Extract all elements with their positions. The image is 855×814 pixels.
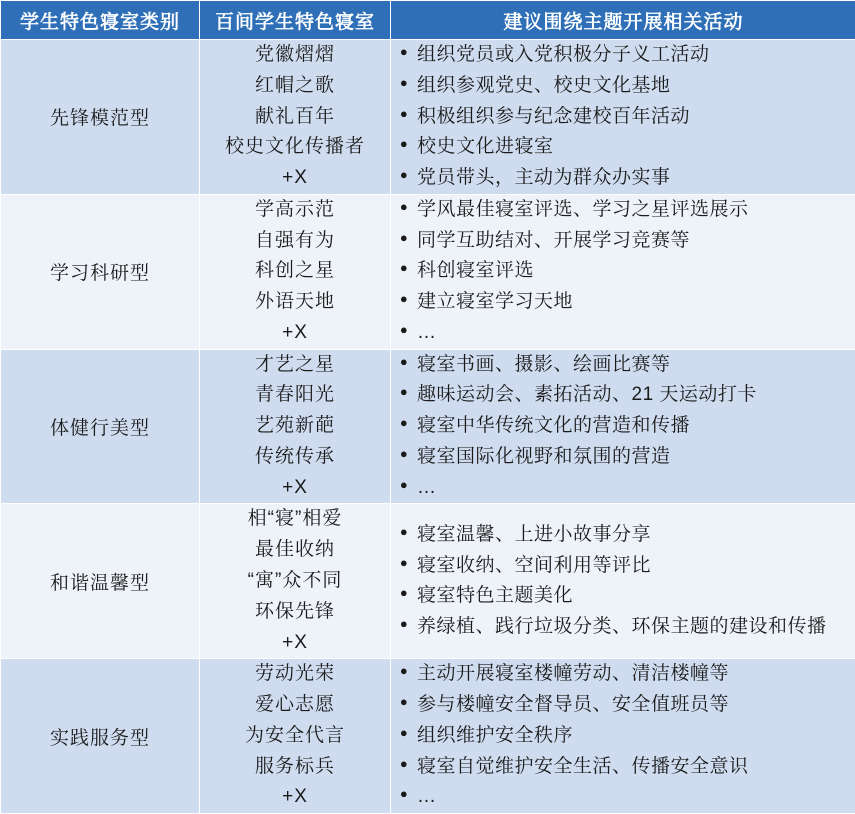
table-row <box>1 40 855 195</box>
activity-item <box>391 132 855 163</box>
bullet-icon: ● <box>391 102 417 124</box>
dorm-name: 科创之星 <box>200 256 390 287</box>
activity-text: 建立寝室学习天地 <box>417 287 855 318</box>
dorm-name: 外语天地 <box>200 287 390 318</box>
activity-text: 科创寝室评选 <box>417 256 855 287</box>
bullet-icon: ● <box>391 40 417 62</box>
activity-item <box>391 520 855 551</box>
bullet-icon: ● <box>391 721 417 743</box>
activity-item <box>391 256 855 287</box>
table-row <box>1 659 855 814</box>
column-header-category: 学生特色寝室类别 <box>1 1 200 40</box>
dorm-name: 才艺之星 <box>200 350 390 381</box>
activity-item <box>391 581 855 612</box>
activity-item <box>391 287 855 318</box>
cell-category: 学习科研型 <box>1 194 200 349</box>
dorm-name: 最佳收纳 <box>200 535 390 566</box>
dorm-name: +X <box>200 163 390 194</box>
activity-text: 寝室自觉维护安全生活、传播安全意识 <box>417 752 855 783</box>
dorm-name: 学高示范 <box>200 195 390 226</box>
bullet-icon: ● <box>391 442 417 464</box>
activity-item <box>391 782 855 813</box>
dorm-name: 传统传承 <box>200 442 390 473</box>
bullet-icon: ● <box>391 581 417 603</box>
activity-text: 寝室温馨、上进小故事分享 <box>417 520 855 551</box>
activity-text: 养绿植、践行垃圾分类、环保主题的建设和传播 <box>417 612 855 643</box>
table-row <box>1 349 855 504</box>
cell-activities <box>391 40 855 195</box>
activity-text: 寝室特色主题美化 <box>417 581 855 612</box>
activity-item <box>391 473 855 504</box>
column-header-dorm-names: 百间学生特色寝室 <box>200 1 391 40</box>
activity-item <box>391 71 855 102</box>
activity-item <box>391 442 855 473</box>
bullet-icon: ● <box>391 350 417 372</box>
cell-dorm-names <box>200 659 391 814</box>
bullet-icon: ● <box>391 690 417 712</box>
activity-item <box>391 40 855 71</box>
activity-text: 组织党员或入党积极分子义工活动 <box>417 40 855 71</box>
dorm-name: +X <box>200 782 390 813</box>
bullet-icon: ● <box>391 520 417 542</box>
activity-text: 党员带头，主动为群众办实事 <box>417 163 855 194</box>
cell-activities <box>391 504 855 659</box>
activity-list <box>391 40 855 194</box>
activity-item <box>391 318 855 349</box>
cell-activities <box>391 349 855 504</box>
bullet-icon: ● <box>391 195 417 217</box>
table-header <box>1 1 855 40</box>
cell-activities <box>391 194 855 349</box>
bullet-icon: ● <box>391 659 417 681</box>
dorm-name: 服务标兵 <box>200 752 390 783</box>
activity-text: 趣味运动会、素拓活动、21 天运动打卡 <box>417 380 855 411</box>
activity-list <box>391 659 855 813</box>
table-header-row <box>1 1 855 40</box>
activity-item <box>391 721 855 752</box>
bullet-icon: ● <box>391 163 417 185</box>
activity-item <box>391 163 855 194</box>
dorm-name: 环保先锋 <box>200 597 390 628</box>
activity-list <box>391 195 855 349</box>
bullet-icon: ● <box>391 71 417 93</box>
bullet-icon: ● <box>391 782 417 804</box>
activity-text: 参与楼幢安全督导员、安全值班员等 <box>417 690 855 721</box>
dorm-name: 相“寝”相爱 <box>200 504 390 535</box>
activity-text: 同学互助结对、开展学习竞赛等 <box>417 226 855 257</box>
dorm-name: 爱心志愿 <box>200 690 390 721</box>
bullet-icon: ● <box>391 612 417 634</box>
bullet-icon: ● <box>391 752 417 774</box>
dorm-name: +X <box>200 473 390 504</box>
activity-list <box>391 350 855 504</box>
activity-item <box>391 350 855 381</box>
activity-text: 积极组织参与纪念建校百年活动 <box>417 102 855 133</box>
bullet-icon: ● <box>391 411 417 433</box>
cell-category: 实践服务型 <box>1 659 200 814</box>
dorm-name: 校史文化传播者 <box>200 132 390 163</box>
activity-text: … <box>417 473 855 504</box>
activity-text: … <box>417 782 855 813</box>
cell-category: 和谐温馨型 <box>1 504 200 659</box>
activity-text: 组织参观党史、校史文化基地 <box>417 71 855 102</box>
activity-text: 主动开展寝室楼幢劳动、清洁楼幢等 <box>417 659 855 690</box>
activity-text: 校史文化进寝室 <box>417 132 855 163</box>
activity-text: 寝室收纳、空间利用等评比 <box>417 551 855 582</box>
dorm-name: 为安全代言 <box>200 721 390 752</box>
activity-item <box>391 690 855 721</box>
table-row <box>1 504 855 659</box>
dorm-name: 艺苑新葩 <box>200 411 390 442</box>
dorm-name: 自强有为 <box>200 226 390 257</box>
activity-list <box>391 520 855 643</box>
dorm-name: +X <box>200 628 390 659</box>
cell-dorm-names <box>200 504 391 659</box>
activity-text: 寝室中华传统文化的营造和传播 <box>417 411 855 442</box>
cell-dorm-names <box>200 194 391 349</box>
activity-item <box>391 659 855 690</box>
activity-item <box>391 551 855 582</box>
cell-activities <box>391 659 855 814</box>
activity-text: 学风最佳寝室评选、学习之星评选展示 <box>417 195 855 226</box>
bullet-icon: ● <box>391 256 417 278</box>
activity-item <box>391 612 855 643</box>
cell-dorm-names <box>200 40 391 195</box>
bullet-icon: ● <box>391 287 417 309</box>
cell-category: 体健行美型 <box>1 349 200 504</box>
activity-item <box>391 752 855 783</box>
activity-item <box>391 411 855 442</box>
activity-item <box>391 195 855 226</box>
activity-text: 寝室书画、摄影、绘画比赛等 <box>417 350 855 381</box>
activity-text: 寝室国际化视野和氛围的营造 <box>417 442 855 473</box>
cell-dorm-names <box>200 349 391 504</box>
bullet-icon: ● <box>391 380 417 402</box>
dorm-name: “寓”众不同 <box>200 566 390 597</box>
cell-category: 先锋模范型 <box>1 40 200 195</box>
bullet-icon: ● <box>391 473 417 495</box>
dorm-name: +X <box>200 318 390 349</box>
activity-text: 组织维护安全秩序 <box>417 721 855 752</box>
activity-item <box>391 226 855 257</box>
activity-item <box>391 380 855 411</box>
table-body <box>1 40 855 814</box>
bullet-icon: ● <box>391 318 417 340</box>
bullet-icon: ● <box>391 226 417 248</box>
column-header-activities: 建议围绕主题开展相关活动 <box>391 1 855 40</box>
table-row <box>1 194 855 349</box>
dorm-name: 青春阳光 <box>200 380 390 411</box>
dorm-name: 红帽之歌 <box>200 71 390 102</box>
activity-item <box>391 102 855 133</box>
activity-text: … <box>417 318 855 349</box>
dorm-name: 党徽熠熠 <box>200 40 390 71</box>
bullet-icon: ● <box>391 551 417 573</box>
bullet-icon: ● <box>391 132 417 154</box>
dorm-name: 献礼百年 <box>200 102 390 133</box>
dorm-name: 劳动光荣 <box>200 659 390 690</box>
